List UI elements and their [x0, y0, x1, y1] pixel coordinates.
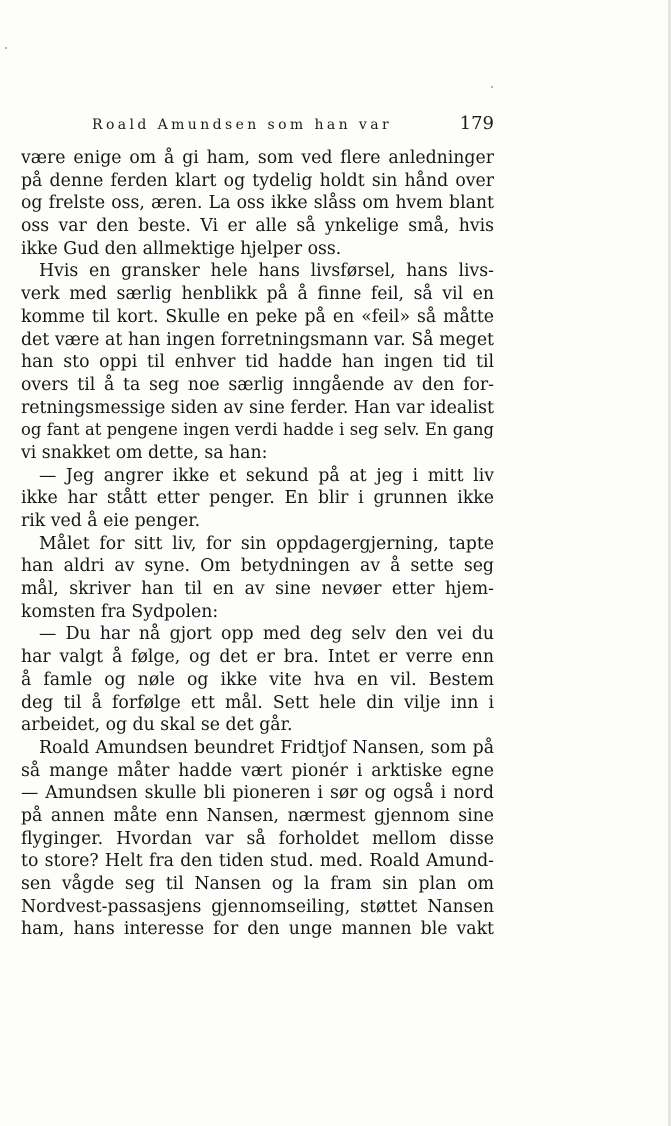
text-line: ham, hans interesse for den unge mannen ble vakt — [21, 919, 494, 940]
text-line: og fant at pengene ingen verdi hadde i seg selv. En gang — [21, 420, 494, 440]
text-line: være enige om å gi ham, som ved flere anledninger — [21, 148, 494, 168]
text-line: — Jeg angrer ikke et sekund på at jeg i mitt liv — [39, 465, 494, 486]
text-line: han aldri av syne. Om betydningen av å sette seg — [21, 556, 494, 577]
text-line: retningsmessige siden av sine ferder. Han var idealist — [21, 397, 494, 418]
text-line: Roald Amundsen beundret Fridtjof Nansen, som på — [39, 737, 494, 758]
text-line: mål, skriver han til en av sine nevøer etter hjem- — [21, 579, 494, 600]
text-line: overs til å ta seg noe særlig inngående av den for- — [21, 374, 494, 395]
text-line: Målet for sitt liv, for sin oppdagergjerning, tapte — [39, 533, 494, 554]
text-line: oss var den beste. Vi er alle så ynkelige små, hvis — [21, 216, 494, 237]
text-line: på denne ferden klart og tydelig holdt sin hånd over — [21, 170, 494, 191]
text-line: — Amundsen skulle bli pioneren i sør og også i nord — [21, 783, 494, 804]
text-line: flyginger. Hvordan var så forholdet mellom disse — [21, 828, 494, 849]
text-line: og frelste oss, æren. La oss ikke slåss om hvem blant — [21, 193, 494, 214]
text-line: ikke har stått etter penger. En blir i grunnen ikke — [21, 488, 494, 509]
text-line: Hvis en gransker hele hans livsførsel, hans livs- — [39, 261, 494, 282]
text-line: har valgt å følge, og det er bra. Intet er verre enn — [21, 647, 494, 668]
text-line: han sto oppi til enhver tid hadde han ingen tid til — [21, 352, 494, 373]
text-line: to store? Helt fra den tiden stud. med. Roald Amund- — [21, 851, 494, 872]
text-line: ikke Gud den allmektige hjelper oss. — [21, 238, 342, 259]
text-line: så mange måter hadde vært pionér i arktiske egne — [21, 760, 494, 781]
text-line: arbeidet, og du skal se det går. — [21, 715, 293, 736]
text-line: verk med særlig henblikk på å finne feil, så vil en — [21, 284, 494, 305]
running-head — [92, 113, 494, 139]
text-line: komme til kort. Skulle en peke på en «feil» så måtte — [21, 306, 494, 327]
text-line: sen vågde seg til Nansen og la fram sin plan om — [21, 874, 494, 894]
page-number: 179 — [459, 113, 494, 134]
text-line: å famle og nøle og ikke vite hva en vil. Bestem — [21, 669, 494, 690]
text-line: det være at han ingen forretningsmann var. Så meget — [21, 329, 494, 350]
text-line: — Du har nå gjort opp med deg selv den vei du — [39, 624, 494, 645]
scan-speck — [5, 47, 7, 49]
running-title: Roald Amundsen som han var — [92, 117, 393, 133]
text-line: vi snakket om dette, sa han: — [21, 442, 268, 463]
body-text — [21, 147, 494, 941]
text-line: komsten fra Sydpolen: — [21, 601, 219, 622]
scan-speck — [491, 86, 493, 88]
text-line: rik ved å eie penger. — [21, 511, 201, 531]
text-line: på annen måte enn Nansen, nærmest gjennom sine — [21, 805, 494, 826]
text-line: deg til å forfølge ett mål. Sett hele din vilje inn i — [21, 692, 494, 713]
text-line: Nordvest-passasjens gjennomseiling, støttet Nansen — [21, 896, 494, 917]
